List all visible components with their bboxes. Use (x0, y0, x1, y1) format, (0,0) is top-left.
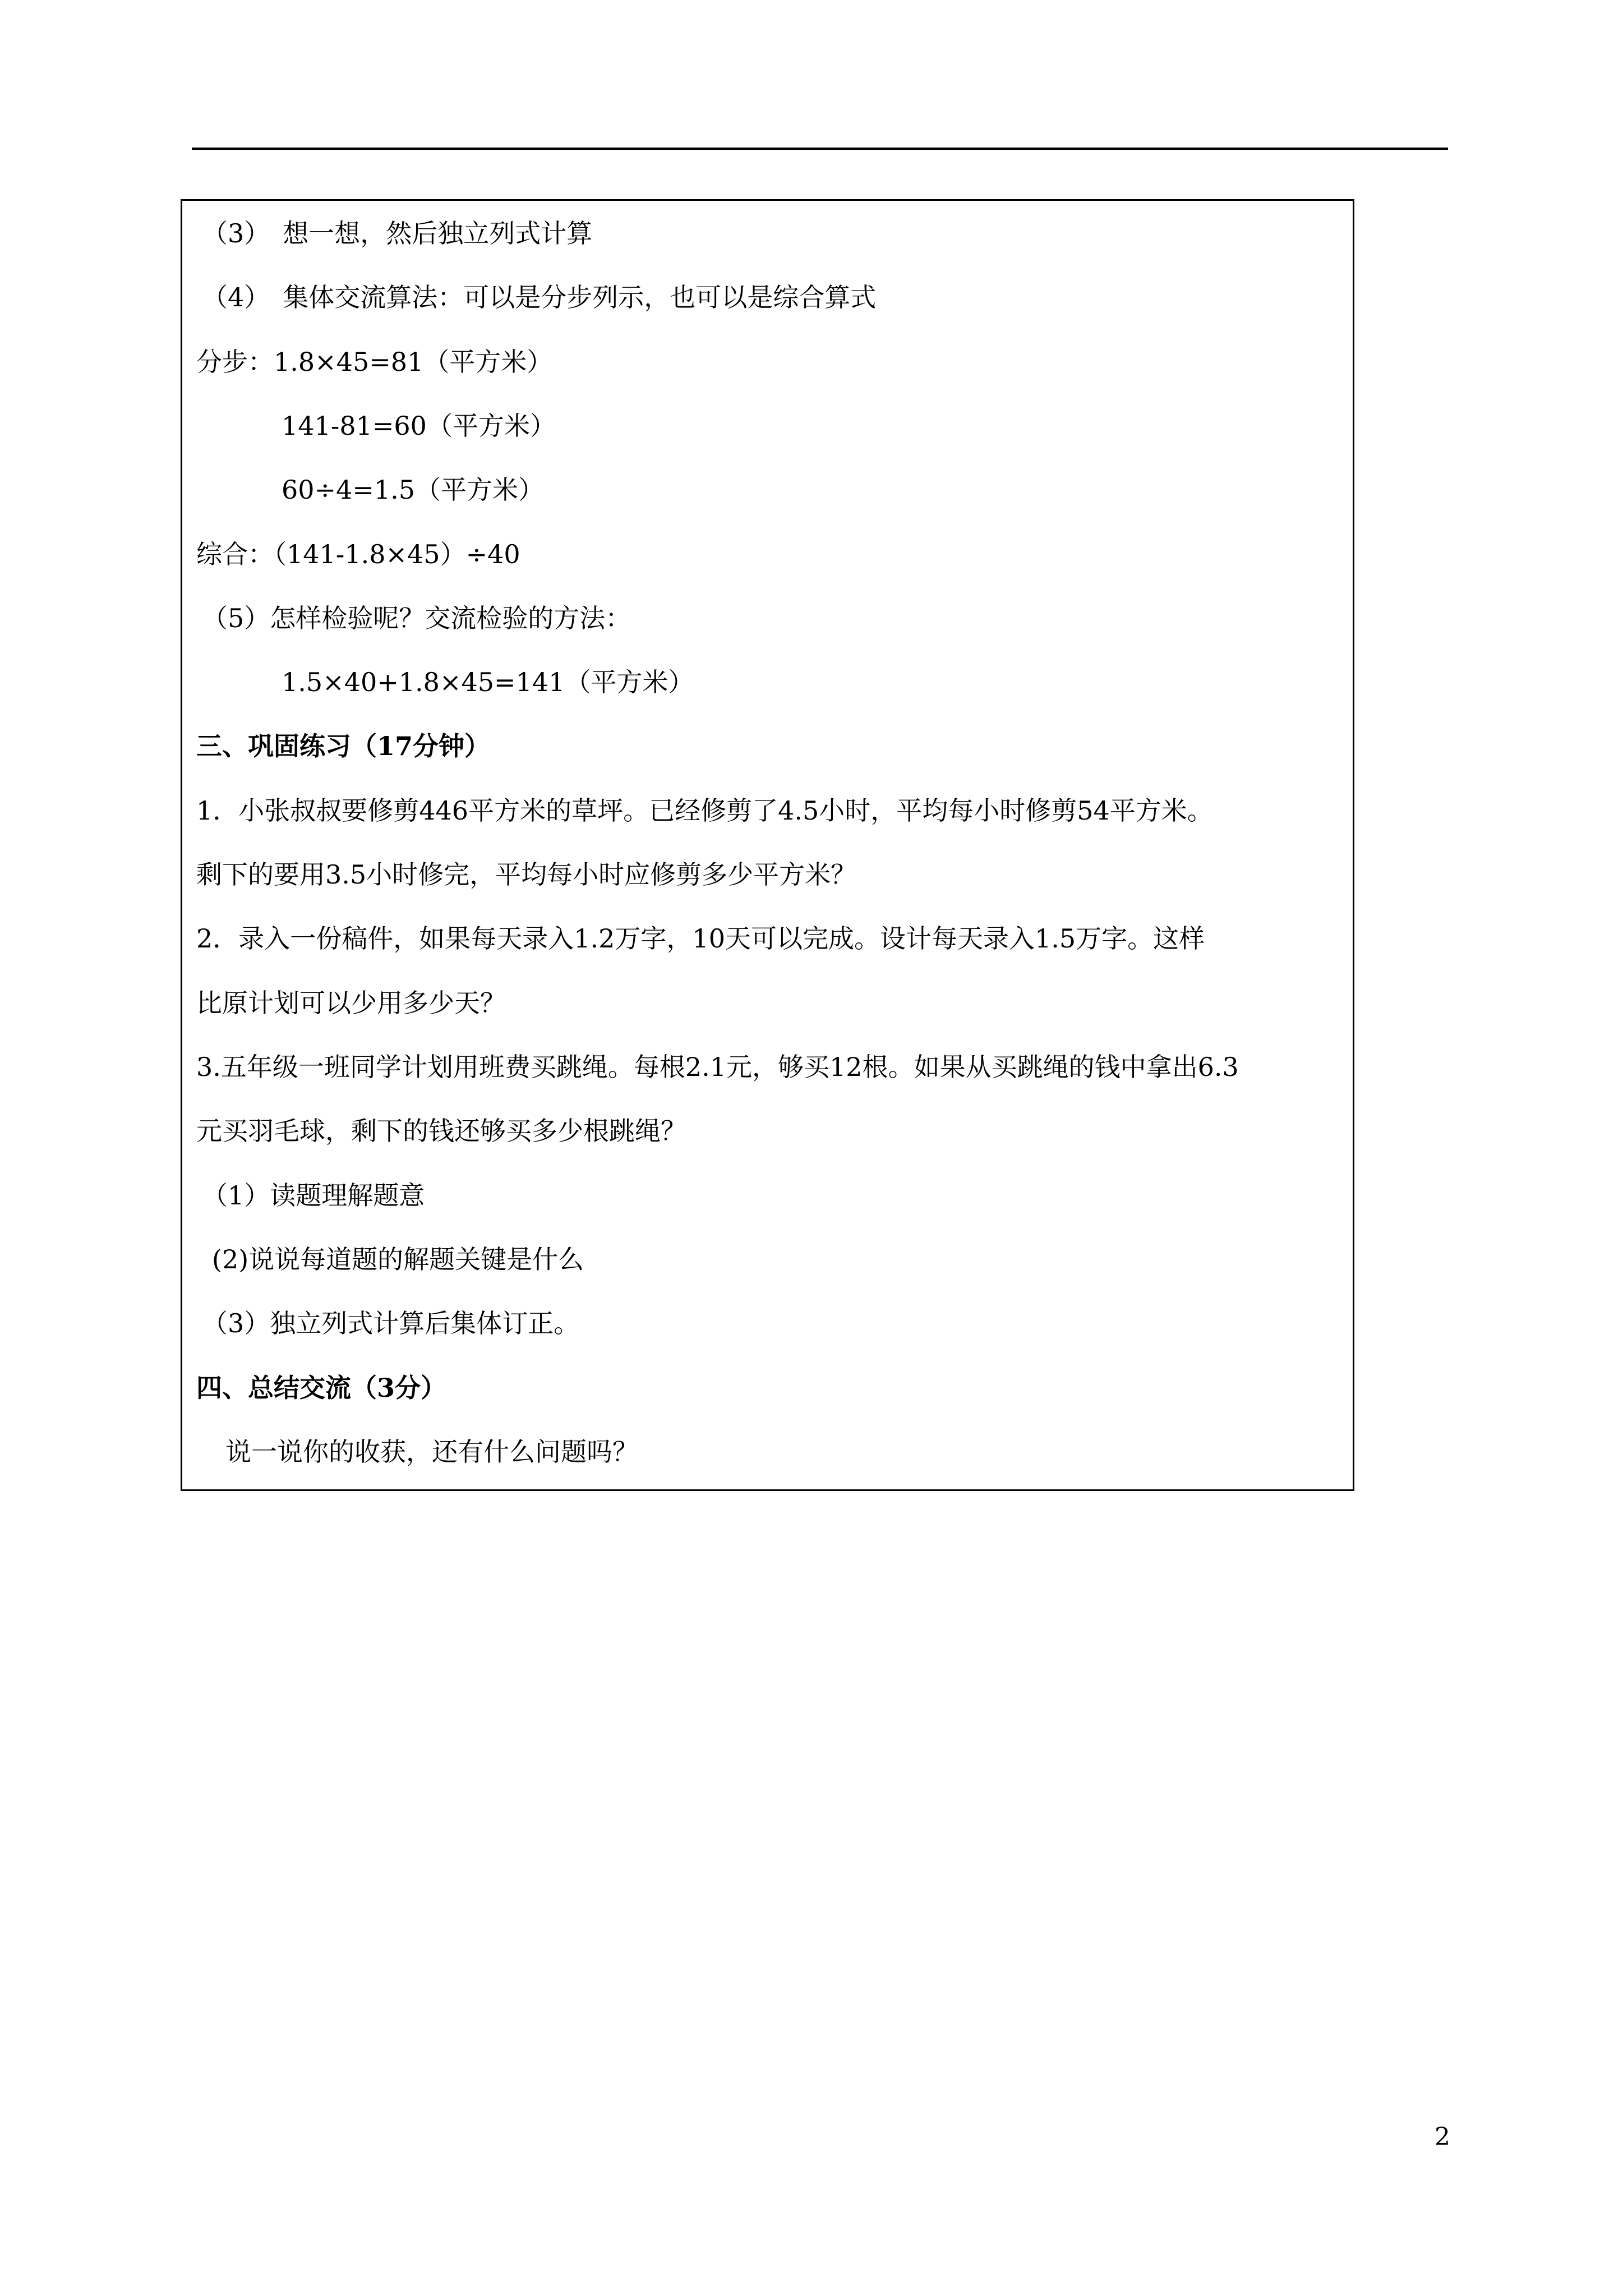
section-heading-summary: 四、总结交流（3分） (196, 1373, 447, 1403)
stepwise-formula-3: 60÷4=1.5（平方米） (282, 475, 545, 505)
exercise-1-line-1: 1．小张叔叔要修剪446平方米的草坪。已经修剪了4.5小时，平均每小时修剪54平方米。 (196, 795, 1213, 826)
practice-step-3: （3）独立列式计算后集体订正。 (202, 1308, 580, 1338)
step-5-text: （5）怎样检验呢？交流检验的方法： (202, 603, 631, 633)
exercise-1-line-2: 剩下的要用3.5小时修完，平均每小时应修剪多少平方米？ (196, 859, 857, 890)
step-4-text: （4） 集体交流算法：可以是分步列示，也可以是综合算式 (202, 282, 877, 312)
header-rule (192, 148, 1448, 150)
exercise-3-line-2: 元买羽毛球，剩下的钱还够买多少根跳绳？ (196, 1116, 686, 1146)
exercise-2-line-2: 比原计划可以少用多少天？ (196, 988, 506, 1018)
step-3-text: （3） 想一想，然后独立列式计算 (202, 218, 593, 249)
lesson-content-box (181, 199, 1354, 1491)
section-heading-practice: 三、巩固练习（17分钟） (196, 731, 491, 761)
summary-text: 说一说你的收获，还有什么问题吗？ (225, 1437, 638, 1467)
verification-formula: 1.5×40+1.8×45=141（平方米） (282, 667, 694, 697)
combined-formula: 综合：（141-1.8×45）÷40 (196, 539, 520, 569)
practice-step-2: (2)说说每道题的解题关键是什么 (212, 1244, 584, 1274)
practice-step-1: （1）读题理解题意 (202, 1180, 425, 1211)
exercise-2-line-1: 2．录入一份稿件，如果每天录入1.2万字，10天可以完成。设计每天录入1.5万字。这样 (196, 923, 1205, 954)
stepwise-formula-1: 分步：1.8×45=81（平方米） (196, 347, 553, 377)
page-number: 2 (1435, 2123, 1450, 2151)
exercise-3-line-1: 3.五年级一班同学计划用班费买跳绳。每根2.1元，够买12根。如果从买跳绳的钱中拿出6.3 (196, 1052, 1239, 1082)
stepwise-formula-2: 141-81=60（平方米） (282, 411, 556, 441)
